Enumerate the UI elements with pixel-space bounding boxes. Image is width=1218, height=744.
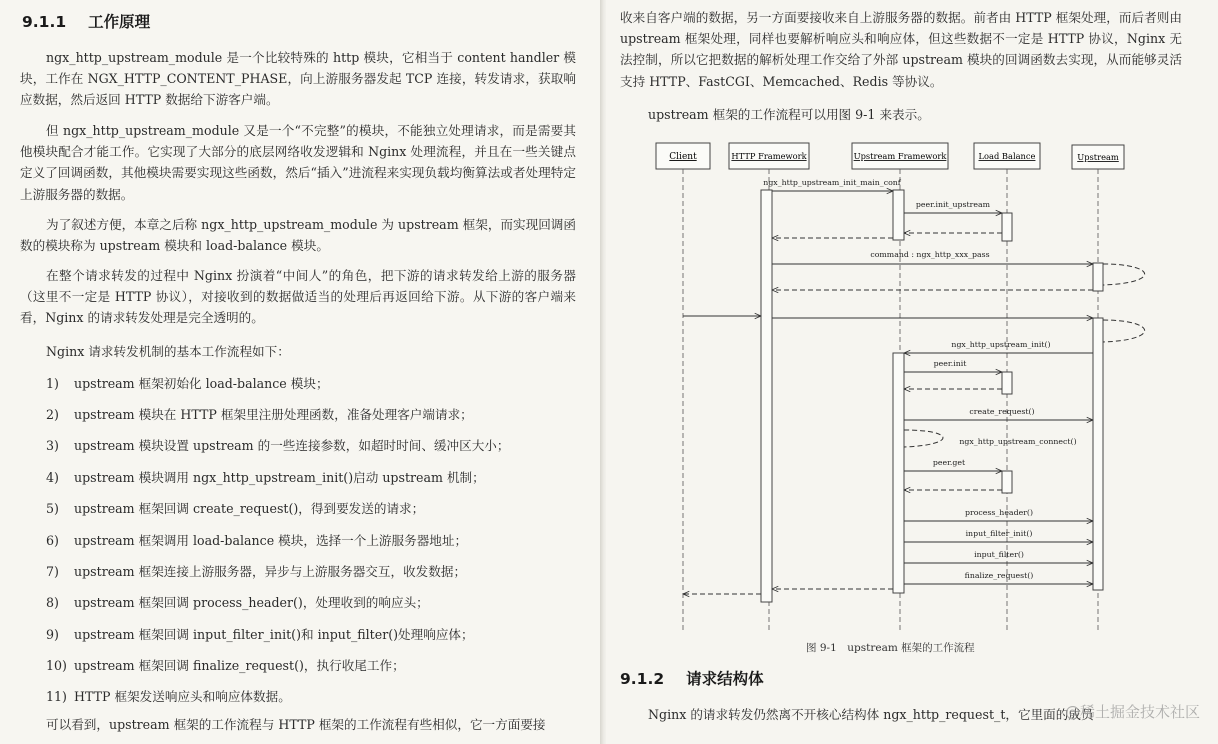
sequence-diagram — [636, 135, 1196, 635]
left-page — [0, 0, 600, 744]
message-label: process_header() — [965, 508, 1033, 517]
message-label: command : ngx_http_xxx_pass — [870, 250, 990, 259]
message-label: peer.get — [932, 458, 966, 467]
list-item: 11) HTTP 框架发送响应头和响应体数据。 — [46, 689, 291, 704]
section-number: 9.1.1 — [22, 13, 67, 31]
list-item: 10) upstream 框架回调 finalize_request()，执行收尾工作； — [46, 658, 405, 673]
list-item: 8) upstream 框架回调 process_header()，处理收到的响应头； — [46, 595, 429, 610]
message-label: peer.init_upstream — [915, 200, 991, 209]
paragraph-continued: 收来自客户端的数据，另一方面要接收来自上游服务器的数据。前者由 HTTP 框架处理，而后者则由 upstream 框架处理，同样也要解析响应头和响应体，但这些数据不一定是 HTTP 协议，Nginx 无法控制，所以它把数据的解析处理工作交给了外部 upstream 模块的回调函数去实现，从而能够灵活支持 HTTP、FastCGI、Memcached、Redis 等协议。 — [620, 10, 1182, 89]
section-heading-9-1-2 — [620, 667, 764, 689]
actor-label: Upstream Framework — [853, 151, 947, 161]
actor-upstream — [1072, 145, 1124, 169]
paragraph-1: ngx_http_upstream_module 是一个比较特殊的 http 模块，它相当于 content handler 模块，工作在 NGX_HTTP_CONTENT_PHASE，向上游服务器发起 TCP 连接，转发请求，获取响应数据，然后返回 HTTP 数据给下游客户端。 — [20, 50, 576, 108]
paragraph-6: 可以看到，upstream 框架的工作流程与 HTTP 框架的工作流程有些相似，它一方面要接 — [46, 717, 546, 732]
message-label: ngx_http_upstream_init() — [951, 340, 1051, 349]
list-item: 1) upstream 框架初始化 load-balance 模块； — [46, 376, 329, 391]
list-item: 4) upstream 模块调用 ngx_http_upstream_init()启动 upstream 机制； — [46, 470, 485, 485]
message-label: input_filter() — [974, 550, 1024, 559]
message-label: peer.init — [933, 359, 967, 368]
actor-label: HTTP Framework — [731, 151, 807, 161]
list-item: 7) upstream 框架连接上游服务器，异步与上游服务器交互，收发数据； — [46, 564, 467, 579]
section-title: 请求结构体 — [686, 670, 764, 688]
paragraph-figure-ref: upstream 框架的工作流程可以用图 9-1 来表示。 — [648, 107, 930, 122]
actor-upstream-framework — [852, 143, 948, 169]
paragraph-9-1-2: Nginx 的请求转发仍然离不开核心结构体 ngx_http_request_t，它里面的成员 — [648, 707, 1094, 722]
list-item: 2) upstream 模块在 HTTP 框架里注册处理函数，准备处理客户端请求； — [46, 407, 473, 422]
list-item: 9) upstream 框架回调 input_filter_init()和 input_filter()处理响应体； — [46, 627, 474, 642]
section-title: 工作原理 — [88, 13, 151, 31]
message-label: create_request() — [969, 407, 1035, 416]
right-page — [606, 0, 1218, 744]
actor-load-balance — [974, 143, 1040, 169]
actor-http-framework — [729, 143, 809, 169]
section-heading-9-1-1 — [22, 10, 150, 32]
figure-caption: 图 9-1 upstream 框架的工作流程 — [806, 642, 975, 654]
message-label: finalize_request() — [964, 571, 1034, 580]
actor-label: Load Balance — [978, 151, 1036, 161]
actor-label: Upstream — [1077, 152, 1119, 162]
section-number: 9.1.2 — [620, 670, 665, 688]
actor-label: Client — [669, 152, 697, 162]
message-label: ngx_http_upstream_init_main_conf — [763, 178, 901, 187]
message-label: ngx_http_upstream_connect() — [959, 437, 1077, 446]
list-item: 5) upstream 框架回调 create_request()，得到要发送的请求； — [46, 501, 425, 516]
paragraph-5: Nginx 请求转发机制的基本工作流程如下： — [46, 344, 290, 359]
watermark: @稀土掘金技术社区 — [1064, 703, 1200, 721]
list-item: 6) upstream 框架调用 load-balance 模块，选择一个上游服务器地址； — [46, 533, 468, 548]
actor-client — [656, 143, 710, 169]
message-label: input_filter_init() — [965, 529, 1033, 538]
list-item: 3) upstream 模块设置 upstream 的一些连接参数，如超时时间、缓冲区大小； — [46, 438, 510, 453]
paragraph-2: 但 ngx_http_upstream_module 又是一个“不完整”的模块，不能独立处理请求，而是需要其他模块配合才能工作。它实现了大部分的底层网络收发逻辑和 Nginx 处理流程，并且在一些关键点定义了回调函数，其他模块需要实现这些函数，然后“插入”进流程来实现负载均衡算法或者处理特定上游服务器的数据。 — [20, 123, 576, 202]
paragraph-4: 在整个请求转发的过程中 Nginx 扮演着“中间人”的角色，把下游的请求转发给上游的服务器（这里不一定是 HTTP 协议），对接收到的数据做适当的处理后再返回给下游。从下游的客户端来看，Nginx 的请求转发处理是完全透明的。 — [20, 268, 576, 326]
paragraph-3: 为了叙述方便，本章之后称 ngx_http_upstream_module 为 upstream 框架，而实现回调函数的模块称为 upstream 模块和 load-balance 模块。 — [20, 217, 576, 254]
